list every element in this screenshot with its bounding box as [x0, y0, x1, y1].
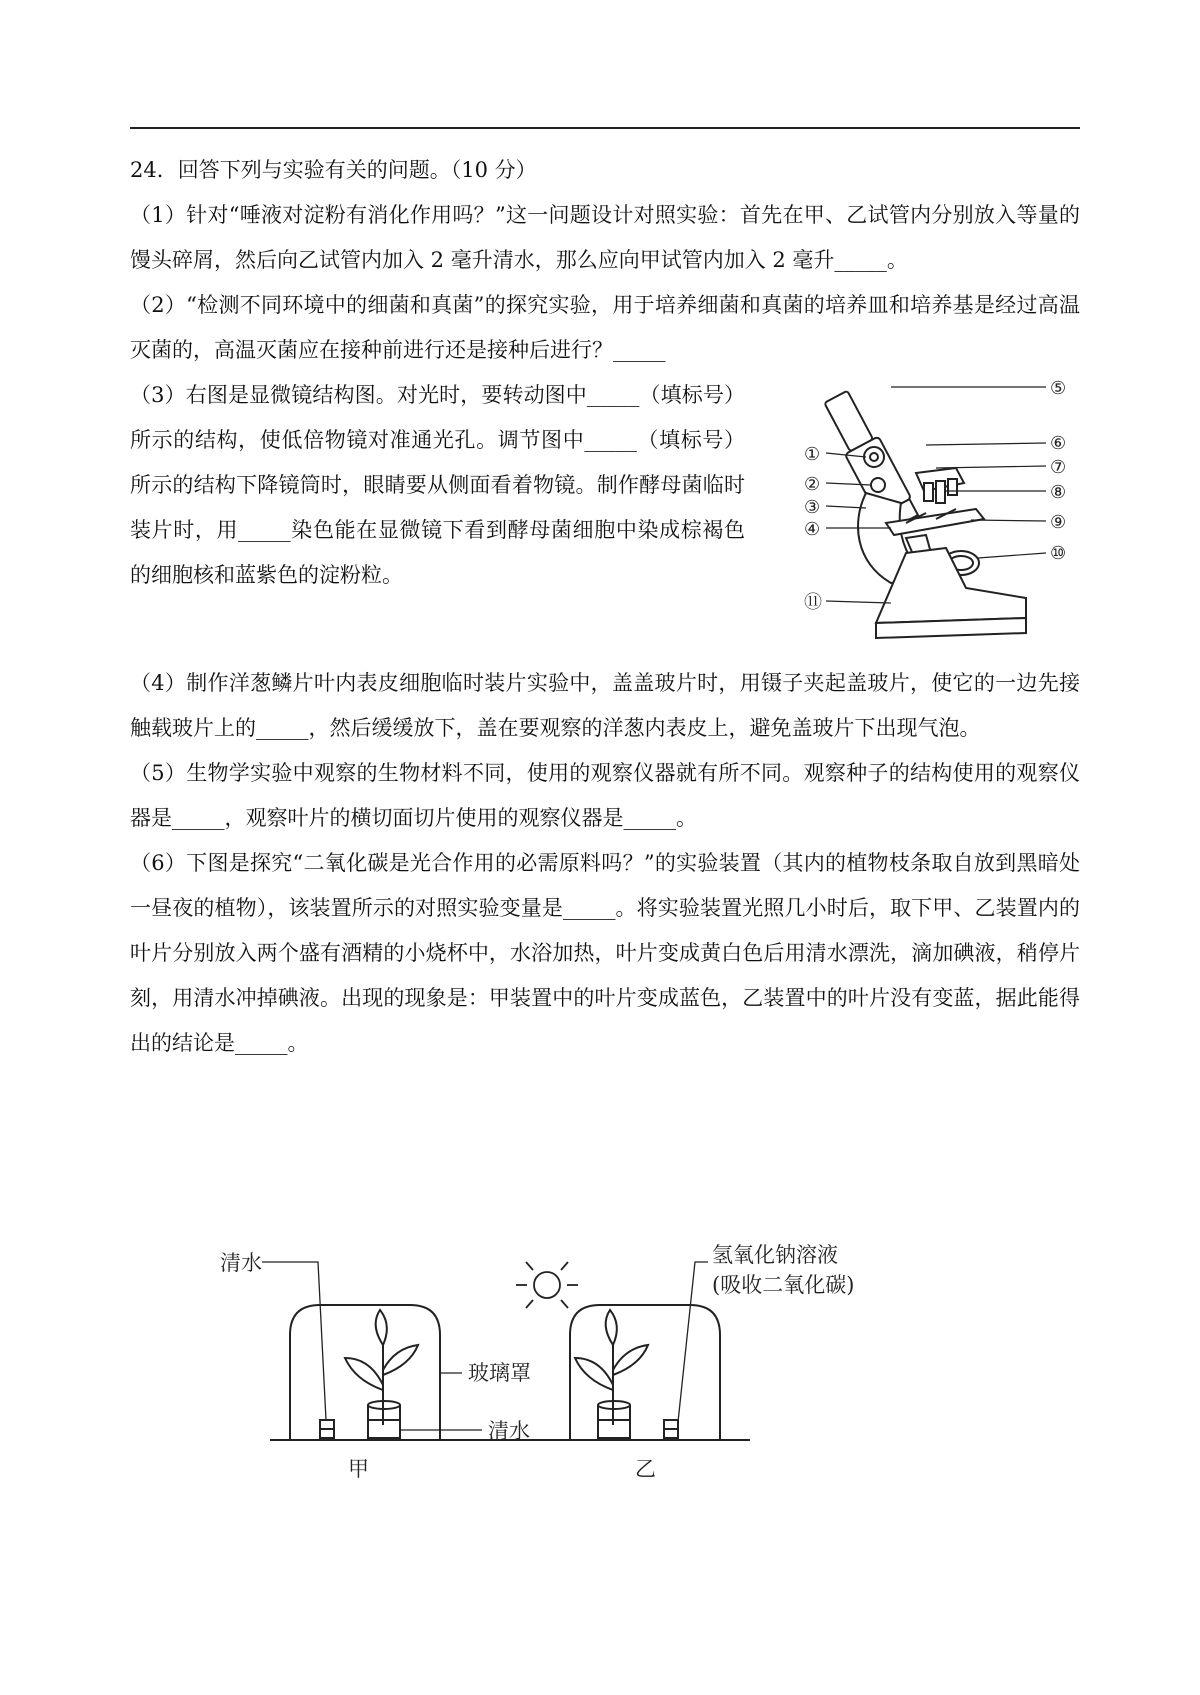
- label-naoh-2: (吸收二氧化碳): [712, 1273, 855, 1297]
- label-11: ⑪: [804, 592, 822, 613]
- label-yi: 乙: [635, 1457, 656, 1481]
- question-part-3-block: [130, 373, 1080, 661]
- question-part-2: （2）“检测不同环境中的细菌和真菌”的探究实验，用于培养细菌和真菌的培养皿和培养基是经过高温灭菌的，高温灭菌应在接种前进行还是接种后进行？_____: [130, 293, 1080, 362]
- label-jia: 甲: [348, 1457, 369, 1481]
- label-glass-cover: 玻璃罩: [468, 1361, 531, 1385]
- label-water-center: 清水: [488, 1419, 530, 1443]
- label-water-left: 清水: [220, 1251, 262, 1275]
- microscope-diagram: [796, 373, 1100, 663]
- question-part-4: （4）制作洋葱鳞片叶内表皮细胞临时装片实验中，盖盖玻片时，用镊子夹起盖玻片，使它的一边先接触载玻片上的_____，然后缓缓放下，盖在要观察的洋葱内表皮上，避免盖玻片下出现气泡。: [130, 671, 1080, 740]
- question-part-1: （1）针对“唾液对淀粉有消化作用吗？”这一问题设计对照实验：首先在甲、乙试管内分别放入等量的馒头碎屑，然后向乙试管内加入 2 毫升清水，那么应向甲试管内加入 2 毫升_____。: [130, 203, 1080, 272]
- photosynthesis-apparatus-diagram: [220, 1240, 990, 1490]
- label-5: ⑤: [1050, 378, 1067, 399]
- question-part-6: （6）下图是探究“二氧化碳是光合作用的必需原料吗？”的实验装置（其内的植物枝条取自放到黑暗处一昼夜的植物），该装置所示的对照实验变量是_____。将实验装置光照几小时后，取下甲、乙装置内的叶片分别放入两个盛有酒精的小烧杯中，水浴加热，叶片变成黄白色后用清水漂洗，滴加碘液，稍停片刻，用清水冲掉碘液。出现的现象是：甲装置中的叶片变成蓝色，乙装置中的叶片没有变蓝，据此能得出的结论是_____。: [130, 851, 1080, 1055]
- question-part-3: （3）右图是显微镜结构图。对光时，要转动图中_____（填标号）所示的结构，使低倍物镜对准通光孔。调节图中_____（填标号）所示的结构下降镜筒时，眼睛要从侧面看着物镜。制作酵母菌临时装片时，用_____染色能在显微镜下看到酵母菌细胞中染成棕褐色的细胞核和蓝紫色的淀粉粒。: [130, 383, 745, 587]
- label-10: ⑩: [1050, 543, 1067, 564]
- label-4: ④: [804, 519, 821, 540]
- question-24: [130, 148, 1080, 1066]
- question-title: 24．回答下列与实验有关的问题。（10 分）: [130, 158, 537, 182]
- question-part-5: （5）生物学实验中观察的生物材料不同，使用的观察仪器就有所不同。观察种子的结构使用的观察仪器是_____，观察叶片的横切面切片使用的观察仪器是_____。: [130, 761, 1080, 830]
- label-9: ⑨: [1050, 512, 1067, 533]
- label-6: ⑥: [1050, 433, 1067, 454]
- label-7: ⑦: [1050, 457, 1067, 478]
- label-naoh-1: 氢氧化钠溶液: [712, 1243, 838, 1267]
- sun-icon: [516, 1262, 578, 1308]
- label-8: ⑧: [1050, 482, 1067, 503]
- label-1: ①: [804, 444, 821, 465]
- label-2: ②: [804, 474, 821, 495]
- label-3: ③: [804, 497, 821, 518]
- top-rule: [130, 127, 1080, 129]
